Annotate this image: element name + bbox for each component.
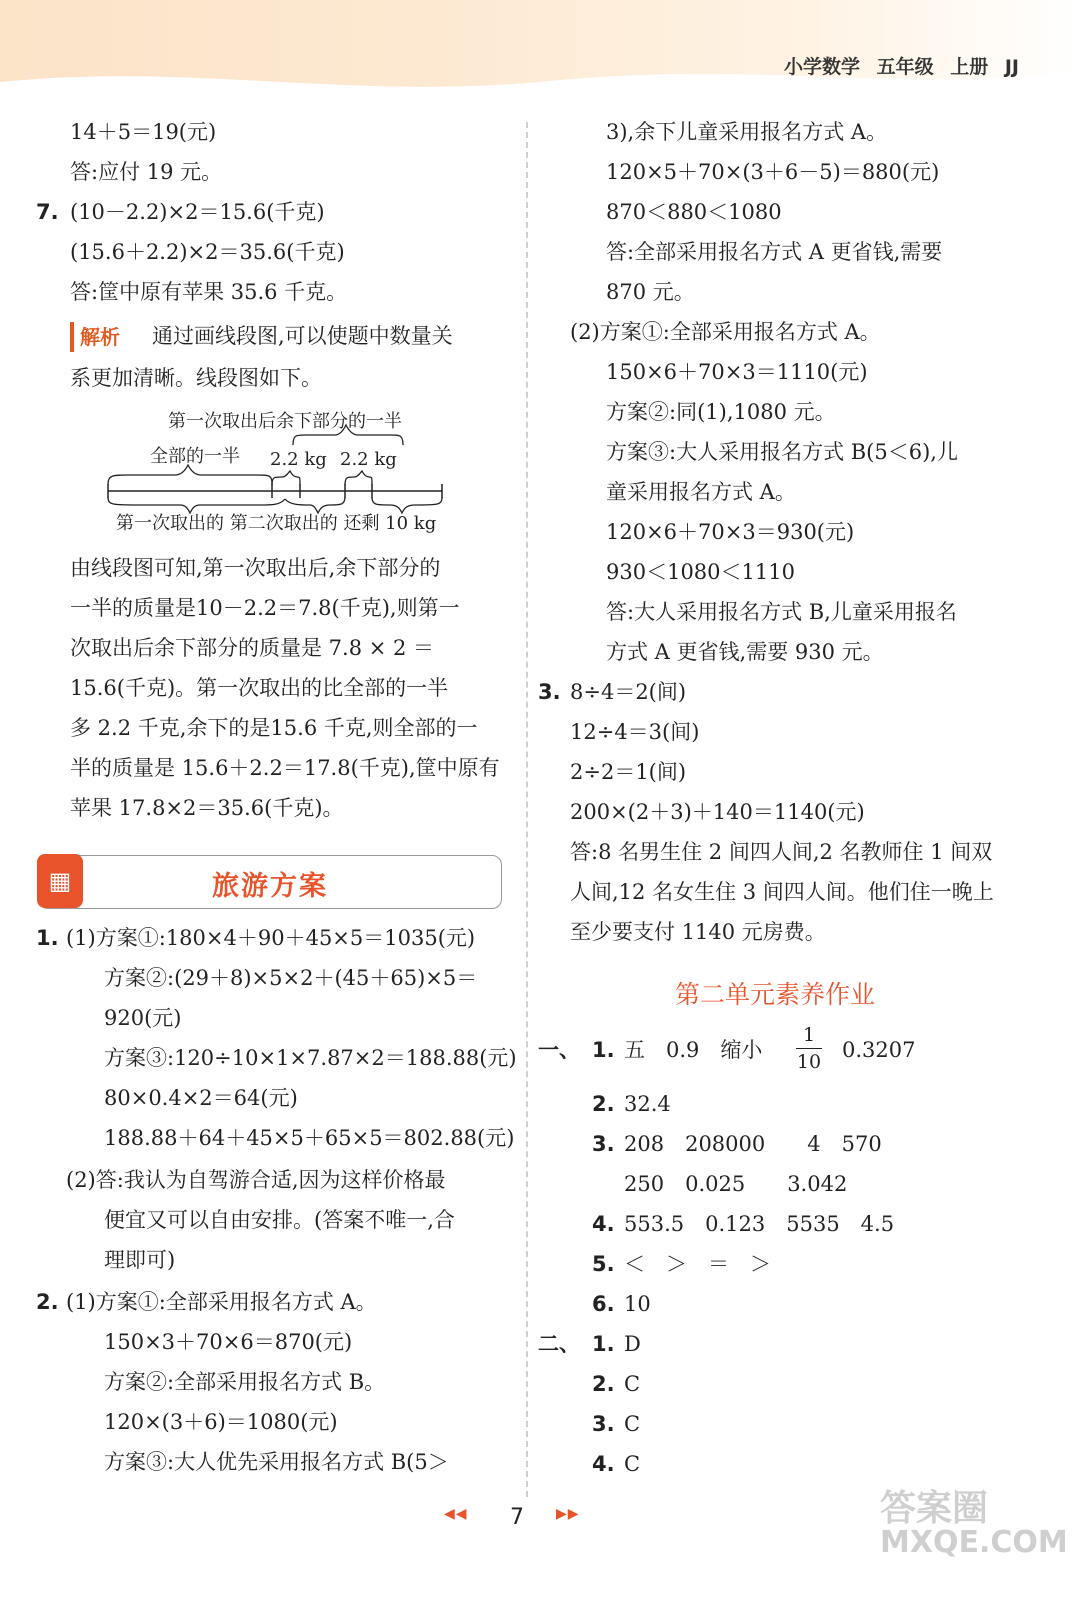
fraction-denominator: 10 bbox=[796, 1051, 822, 1073]
answer-line: 童采用报名方式 A。 bbox=[606, 480, 796, 504]
answer-line: 80×0.4×2＝64(元) bbox=[104, 1086, 298, 1110]
answer-line: 32.4 bbox=[624, 1092, 671, 1116]
column-divider bbox=[526, 122, 528, 1497]
question-number: 3. bbox=[592, 1412, 615, 1436]
answer-line: 理即可) bbox=[104, 1248, 176, 1272]
explanation-line: 15.6(千克)。第一次取出的比全部的一半 bbox=[70, 676, 449, 700]
answer-line: 2÷2＝1(间) bbox=[570, 760, 687, 784]
page-header bbox=[0, 0, 1081, 92]
next-arrows-icon: ▶▶ bbox=[556, 1506, 580, 1522]
book-info bbox=[784, 52, 1019, 79]
answer-line: 方案②:(29＋8)×5×2＋(45＋65)×5＝ bbox=[104, 966, 478, 990]
answer-line: (2)答:我认为自驾游合适,因为这样价格最 bbox=[66, 1168, 446, 1192]
diagram-top-label: 第一次取出后余下部分的一半 bbox=[168, 411, 402, 432]
diagram-kg1-brace bbox=[272, 471, 300, 485]
answer-line: 答:8 名男生住 2 间四人间,2 名教师住 1 间双 bbox=[570, 840, 993, 864]
analysis-line: 通过画线段图,可以使题中数量关 bbox=[152, 324, 453, 348]
answer-line: 方案③:120÷10×1×7.87×2＝188.88(元) bbox=[104, 1046, 517, 1070]
diagram-half-brace bbox=[108, 465, 272, 485]
answer-line: 答:大人采用报名方式 B,儿童采用报名 bbox=[606, 600, 957, 624]
question-number: 1. bbox=[36, 926, 59, 950]
section-title: 旅游方案 bbox=[212, 871, 328, 902]
answer-line: (1)方案①:180×4＋90＋45×5＝1035(元) bbox=[66, 926, 476, 950]
answer-line: C bbox=[624, 1412, 641, 1436]
answer-line: (1)方案①:全部采用报名方式 A。 bbox=[66, 1290, 377, 1314]
answer-line: (2)方案①:全部采用报名方式 A。 bbox=[570, 320, 881, 344]
watermark-url: MXQE.COM bbox=[880, 1525, 1068, 1560]
answer-line: 8÷4＝2(间) bbox=[570, 680, 687, 704]
answer-line: 至少要支付 1140 元房费。 bbox=[570, 920, 826, 944]
part-label: 二、 bbox=[538, 1332, 580, 1356]
line-segment-diagram bbox=[100, 405, 460, 545]
answer-line: 方案③:大人采用报名方式 B(5＜6),儿 bbox=[606, 440, 958, 464]
answer-line: ＜ ＞ ＝ ＞ bbox=[624, 1252, 771, 1276]
question-number: 3. bbox=[592, 1132, 615, 1156]
page-number: 7 bbox=[510, 1505, 524, 1530]
answer-line: 920(元) bbox=[104, 1006, 182, 1030]
answer-line: 553.5 0.123 5535 4.5 bbox=[624, 1212, 895, 1236]
prev-arrows-icon: ◀◀ bbox=[444, 1506, 468, 1522]
answer-line: 188.88＋64＋45×5＋65×5＝802.88(元) bbox=[104, 1126, 515, 1150]
answer-line: 3),余下儿童采用报名方式 A。 bbox=[606, 120, 888, 144]
fraction-bar bbox=[796, 1048, 822, 1049]
question-number: 2. bbox=[592, 1092, 615, 1116]
analysis-line: 系更加清晰。线段图如下。 bbox=[70, 366, 322, 390]
question-number: 7. bbox=[36, 200, 59, 224]
answer-line: 250 0.025 3.042 bbox=[624, 1172, 848, 1196]
diagram-second-brace bbox=[285, 497, 345, 513]
answer-line: 12÷4＝3(间) bbox=[570, 720, 700, 744]
section-banner bbox=[38, 855, 502, 909]
question-number: 2. bbox=[36, 1290, 59, 1314]
answer-line: C bbox=[624, 1452, 641, 1476]
answer-line: 便宜又可以自由安排。(答案不唯一,合 bbox=[104, 1208, 455, 1232]
unit-title: 第二单元素养作业 bbox=[674, 980, 875, 1009]
volume-label: 上册 bbox=[950, 56, 989, 78]
question-number: 1. bbox=[592, 1332, 615, 1356]
fraction-numerator: 1 bbox=[802, 1024, 816, 1046]
answer-line: 870 元。 bbox=[606, 280, 695, 304]
answer-line: 208 208000 4 570 bbox=[624, 1132, 882, 1156]
diagram-half-label: 全部的一半 bbox=[150, 446, 240, 467]
question-number: 5. bbox=[592, 1252, 615, 1276]
answer-line: 150×6＋70×3＝1110(元) bbox=[606, 360, 868, 384]
diagram-rest-brace bbox=[372, 497, 442, 513]
answer-line: 120×6＋70×3＝930(元) bbox=[606, 520, 855, 544]
answer-line: 方案②:全部采用报名方式 B。 bbox=[104, 1370, 386, 1394]
diagram-kg2-label: 2.2 kg bbox=[340, 449, 397, 470]
answer-line: 870＜880＜1080 bbox=[606, 200, 782, 224]
part-label: 一、 bbox=[538, 1038, 580, 1062]
answer-line: 0.3207 bbox=[842, 1038, 916, 1062]
answer-line: D bbox=[624, 1332, 641, 1356]
answer-line: 答:筐中原有苹果 35.6 千克。 bbox=[70, 280, 348, 304]
diagram-kg1-label: 2.2 kg bbox=[270, 449, 327, 470]
answer-line: 120×(3＋6)＝1080(元) bbox=[104, 1410, 338, 1434]
answer-line: 答:全部采用报名方式 A 更省钱,需要 bbox=[606, 240, 943, 264]
subject-label: 小学数学 bbox=[783, 56, 860, 78]
question-number: 6. bbox=[592, 1292, 615, 1316]
answer-line: 答:应付 19 元。 bbox=[70, 160, 223, 184]
answer-line: 120×5＋70×(3＋6－5)＝880(元) bbox=[606, 160, 940, 184]
edition-label: JJ bbox=[1004, 56, 1019, 78]
answer-line: 200×(2＋3)＋140＝1140(元) bbox=[570, 800, 865, 824]
question-number: 4. bbox=[592, 1212, 615, 1236]
question-number: 1. bbox=[592, 1038, 615, 1062]
question-number: 4. bbox=[592, 1452, 615, 1476]
explanation-line: 半的质量是 15.6＋2.2＝17.8(千克),筐中原有 bbox=[70, 756, 500, 780]
answer-line: 10 bbox=[624, 1292, 651, 1316]
answer-line: 人间,12 名女生住 3 间四人间。他们住一晚上 bbox=[570, 880, 994, 904]
diagram-first-brace bbox=[108, 497, 285, 513]
calculator-icon: ▦ bbox=[37, 854, 83, 908]
explanation-line: 由线段图可知,第一次取出后,余下部分的 bbox=[70, 556, 441, 580]
question-number: 2. bbox=[592, 1372, 615, 1396]
grade-label: 五年级 bbox=[876, 56, 934, 78]
answer-line: 方式 A 更省钱,需要 930 元。 bbox=[606, 640, 884, 664]
explanation-line: 苹果 17.8×2＝35.6(千克)。 bbox=[70, 796, 344, 820]
answer-line: C bbox=[624, 1372, 641, 1396]
answer-line: (10－2.2)×2＝15.6(千克) bbox=[70, 200, 325, 224]
answer-line: 方案②:同(1),1080 元。 bbox=[606, 400, 836, 424]
explanation-line: 一半的质量是10－2.2＝7.8(千克),则第一 bbox=[70, 596, 460, 620]
fraction bbox=[796, 1024, 822, 1073]
watermark-logo: 答案圈 bbox=[880, 1488, 989, 1529]
answer-line: 930＜1080＜1110 bbox=[606, 560, 795, 584]
diagram-bottom-label: 第一次取出的 第二次取出的 还剩 10 kg bbox=[116, 513, 437, 534]
explanation-line: 多 2.2 千克,余下的是15.6 千克,则全部的一 bbox=[70, 716, 478, 740]
diagram-kg2-brace bbox=[345, 471, 372, 485]
answer-line: 14＋5＝19(元) bbox=[70, 120, 217, 144]
answer-line: 方案③:大人优先采用报名方式 B(5＞ bbox=[104, 1450, 449, 1474]
answer-line: (15.6＋2.2)×2＝35.6(千克) bbox=[70, 240, 345, 264]
explanation-line: 次取出后余下部分的质量是 7.8 × 2 ＝ bbox=[70, 636, 435, 660]
answer-line: 150×3＋70×6＝870(元) bbox=[104, 1330, 353, 1354]
analysis-tag: 解析 bbox=[70, 322, 120, 352]
question-number: 3. bbox=[538, 680, 561, 704]
answer-line: 五 0.9 缩小 bbox=[624, 1038, 763, 1062]
